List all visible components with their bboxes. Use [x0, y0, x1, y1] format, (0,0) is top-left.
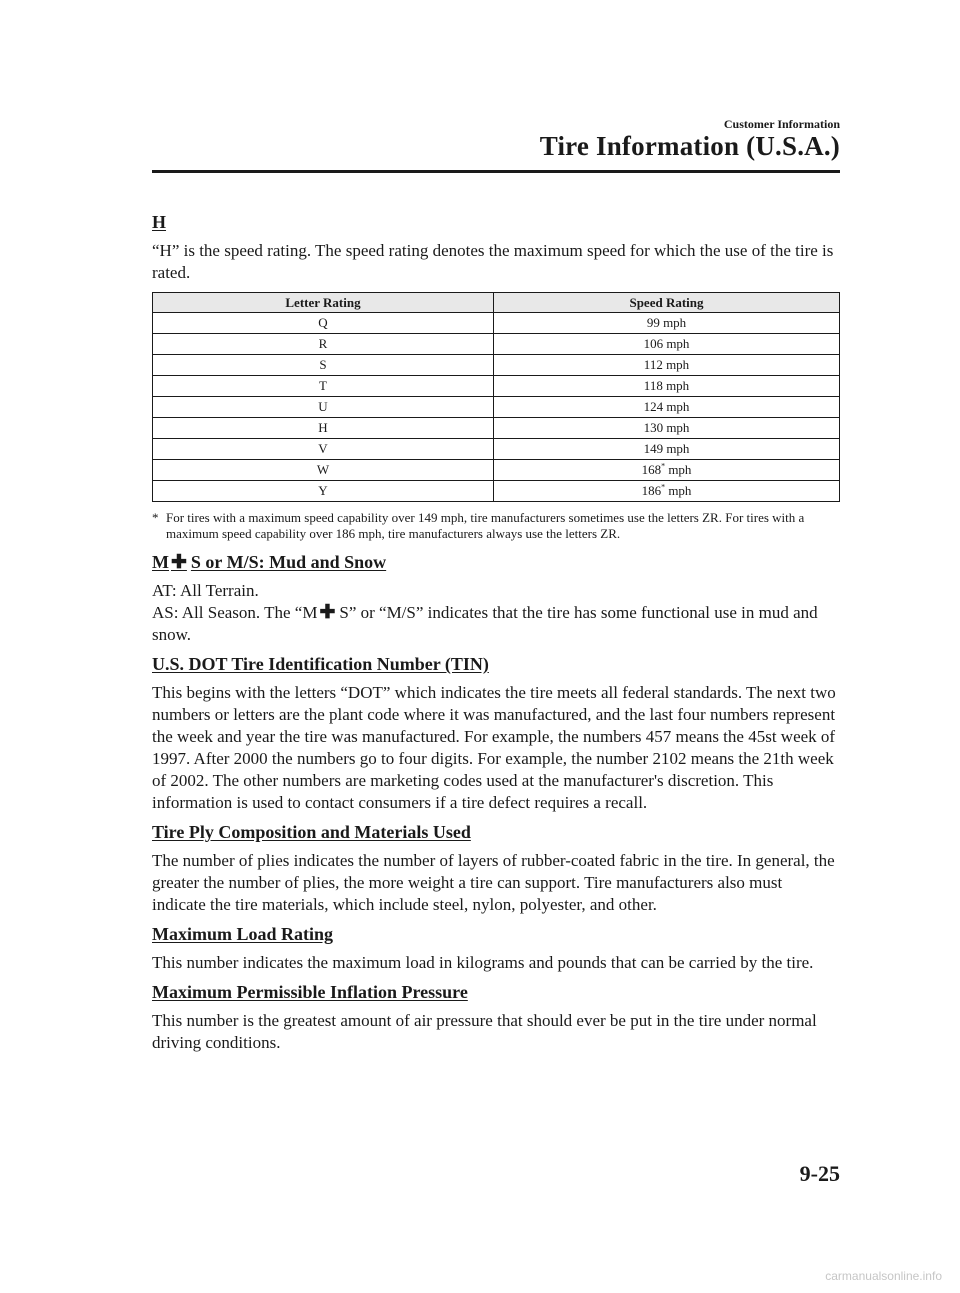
- table-row: [153, 334, 840, 355]
- inflation-heading: Maximum Permissible Inflation Pressure: [152, 982, 468, 1002]
- table-row: [153, 439, 840, 460]
- speed-cell: 106 mph: [494, 334, 840, 355]
- watermark: carmanualsonline.info: [825, 1269, 942, 1283]
- inflation-text: This number is the greatest amount of air pressure that should ever be put in the tire under normal driving conditions.: [152, 1011, 817, 1052]
- footnote-reference: *: [661, 482, 666, 492]
- letter-cell: Q: [153, 313, 494, 334]
- letter-cell: W: [153, 460, 494, 481]
- footnote-text: For tires with a maximum speed capability over 149 mph, tire manufacturers sometimes use the letters ZR. For tires with a maximum speed capability over 186 mph, tire manufacturers always use the letters ZR.: [166, 510, 805, 541]
- speed-cell: 149 mph: [494, 439, 840, 460]
- speed-cell: [494, 460, 840, 481]
- mud-snow-heading-prefix: M: [152, 552, 169, 572]
- mud-snow-heading-suffix: S or M/S: Mud and Snow: [190, 552, 387, 572]
- table-header-row: [153, 293, 840, 313]
- tin-heading: U.S. DOT Tire Identification Number (TIN): [152, 654, 489, 674]
- load-text: This number indicates the maximum load in kilograms and pounds that can be carried by the tire.: [152, 953, 814, 972]
- mud-snow-heading: [152, 552, 840, 573]
- letter-cell: T: [153, 376, 494, 397]
- speed-cell: 99 mph: [494, 313, 840, 334]
- speed-cell: 112 mph: [494, 355, 840, 376]
- page-title: Tire Information (U.S.A.): [539, 131, 840, 161]
- plus-icon: ✚: [171, 552, 187, 573]
- all-season-prefix: AS: All Season. The “M: [152, 603, 318, 622]
- load-heading: Maximum Load Rating: [152, 924, 334, 944]
- footnote-mark: *: [152, 510, 159, 525]
- letter-cell: H: [153, 418, 494, 439]
- page-content: [152, 212, 840, 1062]
- speed-cell: 130 mph: [494, 418, 840, 439]
- header-divider: [152, 170, 840, 173]
- ply-heading: Tire Ply Composition and Materials Used: [152, 822, 471, 842]
- speed-unit: mph: [665, 483, 692, 498]
- table-row: [153, 460, 840, 481]
- column-header-letter: Letter Rating: [153, 293, 494, 313]
- footnote-reference: *: [661, 461, 666, 471]
- table-row: [153, 376, 840, 397]
- table-row: [153, 355, 840, 376]
- table-footnote: [152, 510, 840, 542]
- speed-rating-heading: H: [152, 212, 167, 232]
- header-section: Customer Information: [723, 117, 840, 131]
- letter-cell: Y: [153, 481, 494, 502]
- speed-cell: 124 mph: [494, 397, 840, 418]
- table-row: [153, 481, 840, 502]
- letter-cell: V: [153, 439, 494, 460]
- speed-rating-text: “H” is the speed rating. The speed rating denotes the maximum speed for which the use of the tire is rated.: [152, 241, 834, 282]
- ply-text: The number of plies indicates the number of layers of rubber-coated fabric in the tire. In general, the greater the number of plies, the more weight a tire can support. Tire manufacturers also must indicate the tire materials, which include steel, nylon, polyester, and other.: [152, 851, 835, 914]
- speed-value: 186: [641, 483, 662, 498]
- table-row: [153, 313, 840, 334]
- table-row: [153, 418, 840, 439]
- plus-icon: ✚: [319, 602, 336, 623]
- letter-cell: U: [153, 397, 494, 418]
- speed-cell: [494, 481, 840, 502]
- all-terrain-line: AT: All Terrain.: [152, 581, 259, 600]
- speed-unit: mph: [665, 462, 692, 477]
- table-row: [153, 397, 840, 418]
- column-header-speed: Speed Rating: [494, 293, 840, 313]
- letter-cell: S: [153, 355, 494, 376]
- all-season-suffix: S” or “M/S” indicates that the tire has some functional use in mud and snow.: [152, 603, 818, 644]
- mud-snow-text: [152, 580, 840, 646]
- page-number: 9-25: [799, 1161, 840, 1186]
- speed-value: 168: [641, 462, 662, 477]
- speed-cell: 118 mph: [494, 376, 840, 397]
- tin-text: This begins with the letters “DOT” which indicates the tire meets all federal standards. The next two numbers or letters are the plant code where it was manufactured, and the last four numbers represent the week and year the tire was manufactured. For example, the numbers 457 means the 45st week of 1997. After 2000 the numbers go to four digits. For example, the number 2102 means the 21th week of 2002. The other numbers are marketing codes used at the manufacturer's discretion. This information is used to contact consumers if a tire defect requires a recall.: [152, 683, 836, 812]
- letter-cell: R: [153, 334, 494, 355]
- speed-rating-table: [152, 292, 840, 502]
